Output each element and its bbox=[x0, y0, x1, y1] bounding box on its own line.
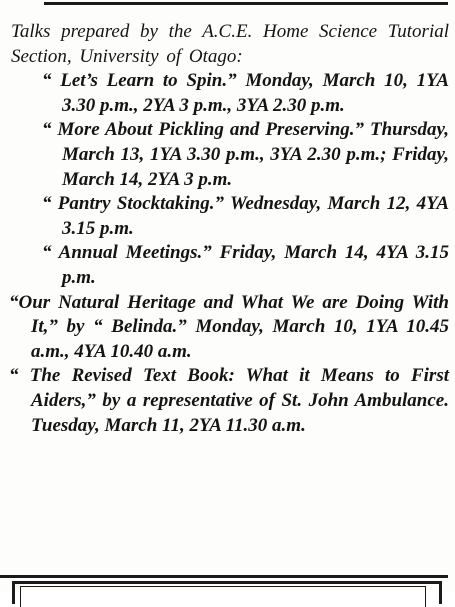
talk-spin: “ Let’s Learn to Spin.” Monday, March 10, 1YA 3.30 p.m., 2YA 3 p.m., 3YA 2.30 p.m. bbox=[42, 70, 449, 116]
top-rule bbox=[44, 2, 448, 5]
talk-pantry: “ Pantry Stocktaking.” Wednesday, March 12, 4YA 3.15 p.m. bbox=[42, 193, 449, 239]
next-item-box-inner-frame bbox=[20, 586, 426, 607]
talk-natural-heritage: “Our Natural Heritage and What We are Doing With It,” by “ Belinda.” Monday, March 10, 1YA 10.45 a.m., 4YA 10.40 a.m. bbox=[9, 291, 449, 362]
talk-meetings: “ Annual Meetings.” Friday, March 14, 4YA 3.15 p.m. bbox=[42, 242, 449, 288]
intro-paragraph: Talks prepared by the A.C.E. Home Science Tutorial Section, University of Otago: bbox=[11, 21, 449, 67]
talk-first-aiders: “ The Revised Text Book: What it Means to First Aiders,” by a representative of St. John Ambulance. Tuesday, March 11, 2YA 11.30 a.m. bbox=[9, 365, 449, 436]
talk-pickling: “ More About Pickling and Preserving.” Thursday, March 13, 1YA 3.30 p.m., 3YA 2.30 p.m.; Friday, March 14, 2YA 3 p.m. bbox=[42, 119, 449, 190]
talks-listing bbox=[9, 20, 449, 438]
bottom-rule bbox=[0, 575, 448, 578]
